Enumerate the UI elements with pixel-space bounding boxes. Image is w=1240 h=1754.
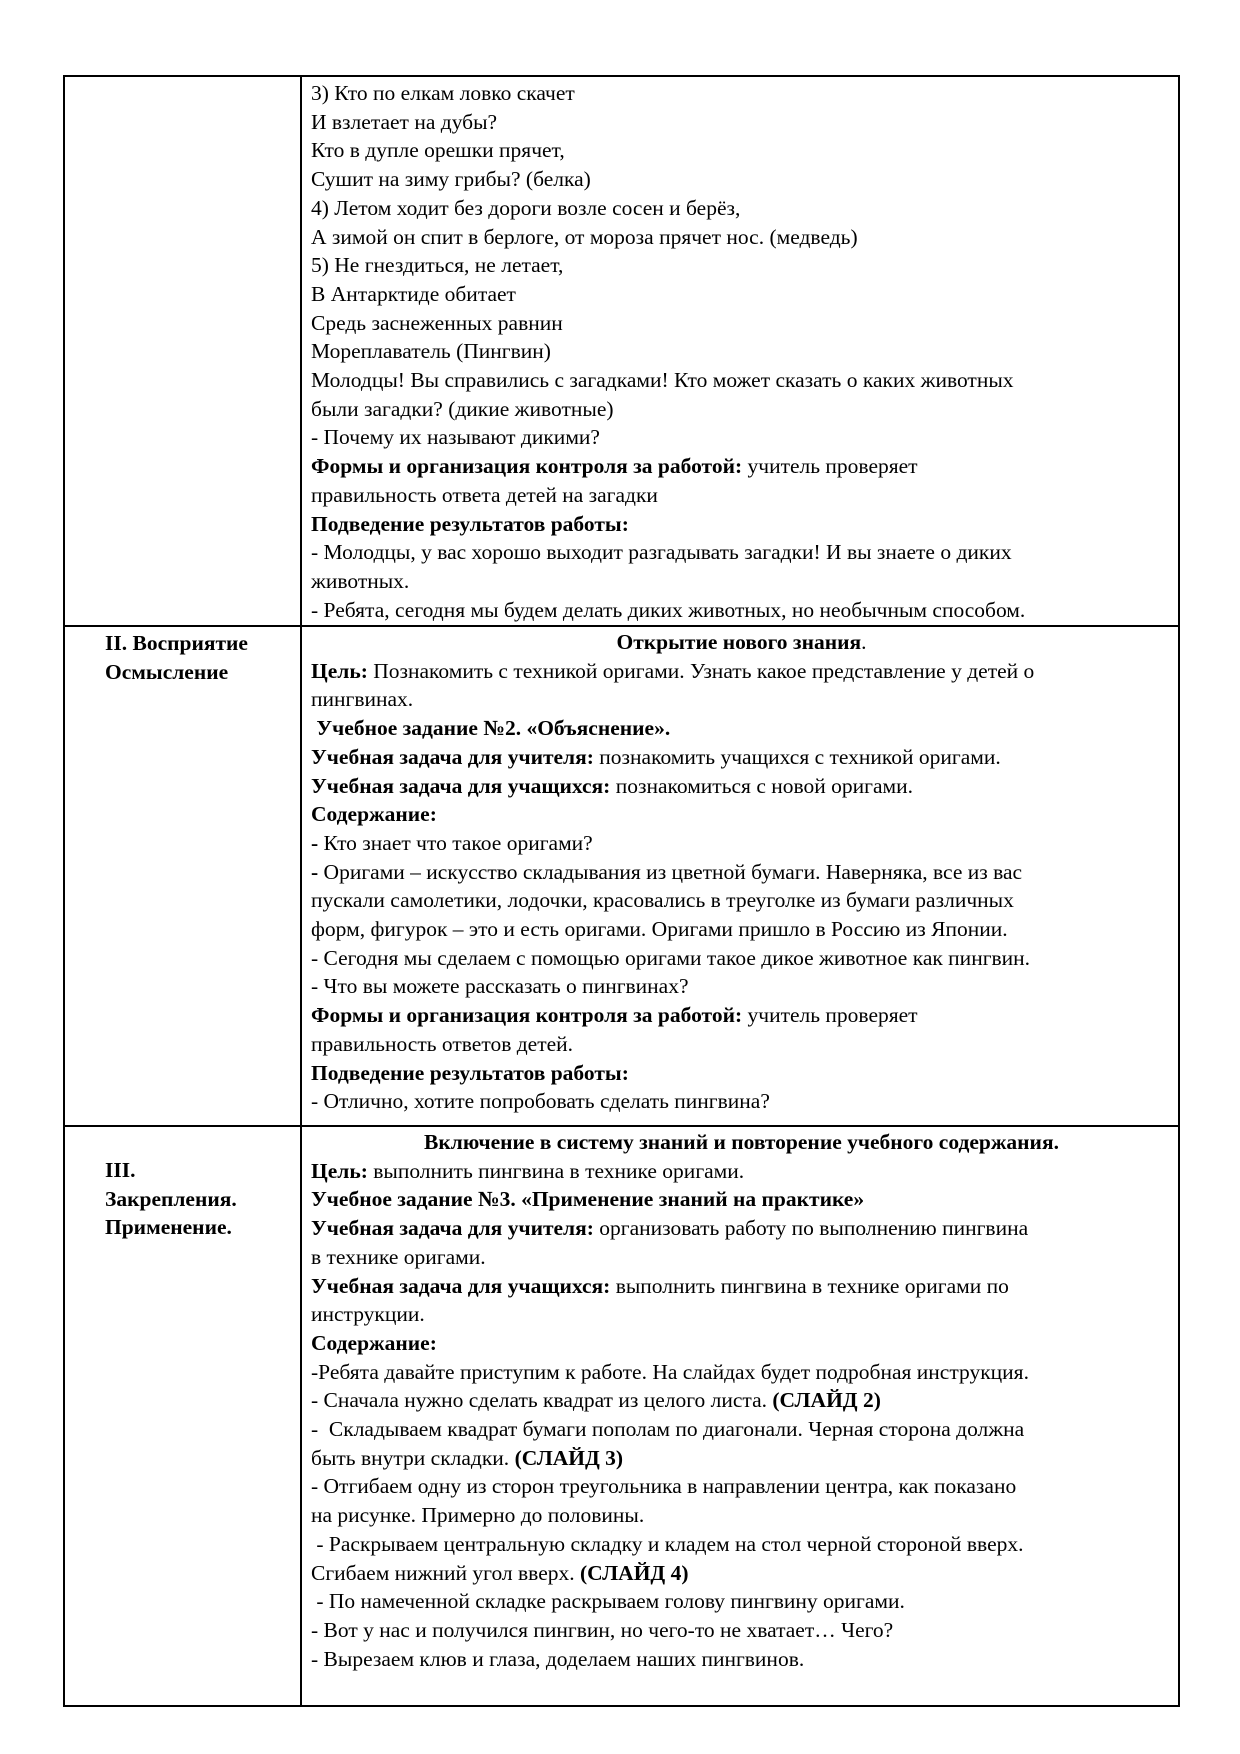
content-line-label: Подведение результатов работы: <box>311 1060 629 1085</box>
content-line <box>311 1386 1172 1415</box>
content-line-text: выполнить пингвина в технике оригами. <box>367 1158 745 1183</box>
content-line-text: познакомиться с новой оригами. <box>610 773 913 798</box>
content-line <box>311 309 1172 338</box>
content-line-text: Познакомить с техникой оригами. Узнать какое представление у детей о <box>367 658 1035 683</box>
content-line-text: познакомить учащихся с техникой оригами. <box>593 744 1001 769</box>
content-line-label: Формы и организация контроля за работой: <box>311 1003 743 1028</box>
content-line-text: пингвинах. <box>311 687 414 712</box>
content-line-text: 5) Не гнездиться, не летает, <box>311 253 564 278</box>
slide-reference: (СЛАЙД 3) <box>514 1445 624 1470</box>
content-cell <box>301 76 1179 626</box>
content-line <box>311 1329 1172 1358</box>
content-line-text: - Сначала нужно сделать квадрат из целого листа. <box>311 1388 773 1413</box>
content-line-text: - Отгибаем одну из сторон треугольника в направлении центра, как показано <box>311 1474 1017 1499</box>
content-line <box>311 1616 1172 1645</box>
content-line-text: Кто знает что такое оригами? <box>318 830 593 855</box>
content-line <box>311 481 1172 510</box>
content-line <box>311 1243 1172 1272</box>
content-line-text: Молодцы! Вы справились с загадками! Кто может сказать о каких животных <box>311 368 1014 393</box>
content-line-text: Средь заснеженных равнин <box>311 310 563 335</box>
content-line <box>311 395 1172 424</box>
content-line-label: Цель: <box>311 1158 368 1183</box>
slide-reference: (СЛАЙД 4) <box>580 1560 689 1585</box>
content-line <box>311 1300 1172 1329</box>
content-line <box>311 280 1172 309</box>
content-line-label: Учебная задача для учащихся: <box>311 1273 611 1298</box>
content-line <box>311 858 1172 887</box>
content-line <box>311 79 1172 108</box>
content-line-label: Учебная задача для учащихся: <box>311 773 611 798</box>
content-line <box>311 1272 1172 1301</box>
content-line <box>311 1501 1172 1530</box>
content-line <box>311 772 1172 801</box>
content-line-label: Формы и организация контроля за работой: <box>311 454 743 479</box>
content-line-text: форм, фигурок – это и есть оригами. Оригами пришло в Россию из Японии. <box>311 917 1008 942</box>
content-line <box>311 1030 1172 1059</box>
table-row-stage-3 <box>64 1126 1179 1706</box>
stage-label-line: III. <box>105 1158 136 1182</box>
stage-cell <box>64 1126 301 1706</box>
content-cell <box>301 626 1179 1126</box>
content-line-text: - Раскрываем центральную складку и кладем на стол черной стороной вверх. <box>311 1531 1024 1556</box>
content-line <box>311 251 1172 280</box>
stage-label-line: Закрепления. <box>105 1186 237 1211</box>
content-line-label: Учебное задание №3. «Применение знаний на практике» <box>311 1187 865 1212</box>
content-line <box>311 567 1172 596</box>
content-line-text: на рисунке. Примерно до половины. <box>311 1503 645 1528</box>
content-line-text: Оригами – искусство складывания из цветной бумаги. Наверняка, все из вас <box>318 859 1023 884</box>
content-line-text: правильность ответа детей на загадки <box>311 482 658 507</box>
content-line-text: -Ребята давайте приступим к работе. На слайдах будет подробная инструкция. <box>311 1359 1029 1384</box>
content-line-text: - Почему их называют дикими? <box>311 425 600 450</box>
content-line <box>311 1059 1172 1088</box>
section-heading-text: Открытие нового знания <box>616 630 862 654</box>
content-line-text: - Складываем квадрат бумаги пополам по диагонали. Черная сторона должна <box>311 1417 1025 1442</box>
content-line <box>311 1530 1172 1559</box>
slide-reference: (СЛАЙД 2) <box>772 1388 881 1413</box>
content-line <box>311 1415 1172 1444</box>
content-line <box>311 1587 1172 1616</box>
content-line <box>311 1087 1172 1116</box>
content-line <box>311 1444 1172 1473</box>
content-line-text: учитель проверяет <box>742 1003 918 1028</box>
content-line-text: организовать работу по выполнению пингвина <box>593 1216 1029 1241</box>
content-line <box>311 596 1172 625</box>
content-line <box>311 1157 1172 1186</box>
stage-label-line: II. Восприятие <box>105 631 248 655</box>
content-line <box>311 1559 1172 1588</box>
content-line <box>311 829 1172 858</box>
content-line-text: - Отлично, хотите попробовать сделать пингвина? <box>311 1089 770 1114</box>
content-line <box>311 538 1172 567</box>
section-heading-tail: . <box>861 630 867 654</box>
content-line <box>311 1185 1172 1214</box>
content-line-text: правильность ответов детей. <box>311 1031 574 1056</box>
content-line-text: пускали самолетики, лодочки, красовались в треуголке из бумаги различных <box>311 888 1014 913</box>
content-line <box>311 337 1172 366</box>
content-line-text: Сушит на зиму грибы? (белка) <box>311 167 591 192</box>
content-line-text: выполнить пингвина в технике оригами по <box>610 1273 1009 1298</box>
content-line-text: - Вырезаем клюв и глаза, доделаем наших пингвинов. <box>311 1646 805 1671</box>
content-line-label: Учебная задача для учителя: <box>311 1216 594 1241</box>
content-line <box>311 194 1172 223</box>
content-line-text: быть внутри складки. <box>311 1445 515 1470</box>
content-line-text: Кто в дупле орешки прячет, <box>311 138 565 163</box>
content-line-text: в технике оригами. <box>311 1244 486 1269</box>
content-line-label: Цель: <box>311 658 368 683</box>
content-line-text: учитель проверяет <box>742 454 918 479</box>
content-line-text: Сгибаем нижний угол вверх. <box>311 1560 581 1585</box>
content-line <box>311 366 1172 395</box>
content-line <box>311 108 1172 137</box>
content-line <box>311 714 1172 743</box>
content-line-label: - <box>311 830 319 855</box>
content-line <box>311 423 1172 452</box>
content-line <box>311 1358 1172 1387</box>
content-line <box>311 944 1172 973</box>
content-line-text: - По намеченной складке раскрываем голову пингвину оригами. <box>311 1589 905 1614</box>
content-line <box>311 1214 1172 1243</box>
content-line-text: А зимой он спит в берлоге, от мороза прячет нос. (медведь) <box>311 224 858 249</box>
section-heading <box>311 628 1172 657</box>
content-line <box>311 1001 1172 1030</box>
content-line-text: - Сегодня мы сделаем с помощью оригами такое дикое животное как пингвин. <box>311 945 1031 970</box>
stage-label-line: Осмысление <box>105 659 229 684</box>
content-line <box>311 972 1172 1001</box>
content-line-label: Учебная задача для учителя: <box>311 744 594 769</box>
content-line-label: - <box>311 859 319 884</box>
content-line <box>311 915 1172 944</box>
content-line-text: инструкции. <box>311 1302 425 1327</box>
content-line-label: Подведение результатов работы: <box>311 511 629 536</box>
stage-label-line: Применение. <box>105 1215 232 1240</box>
content-line <box>311 685 1172 714</box>
lesson-plan-table <box>63 75 1180 1707</box>
content-line-label: Содержание: <box>311 802 437 827</box>
content-line <box>311 223 1172 252</box>
section-heading <box>311 1128 1172 1157</box>
table-row-stage-1-continued <box>64 76 1179 626</box>
content-line-label: Учебное задание №2. «Объяснение». <box>311 716 671 741</box>
stage-cell <box>64 76 301 626</box>
content-line-text: были загадки? (дикие животные) <box>311 396 614 421</box>
content-line-text: В Антарктиде обитает <box>311 281 516 306</box>
content-line <box>311 800 1172 829</box>
content-line-text: И взлетает на дубы? <box>311 109 498 134</box>
content-line-text: - Что вы можете рассказать о пингвинах? <box>311 974 689 999</box>
content-line-text: - Вот у нас и получился пингвин, но чего-то не хватает… Чего? <box>311 1617 894 1642</box>
content-line <box>311 1645 1172 1674</box>
content-line <box>311 165 1172 194</box>
content-line <box>311 510 1172 539</box>
content-line-text: - Молодцы, у вас хорошо выходит разгадывать загадки! И вы знаете о диких <box>311 540 1012 565</box>
content-line-label: Содержание: <box>311 1330 437 1355</box>
content-line <box>311 452 1172 481</box>
content-line-text: Мореплаватель (Пингвин) <box>311 339 551 364</box>
content-line <box>311 886 1172 915</box>
content-line-text: животных. <box>311 568 410 593</box>
stage-cell <box>64 626 301 1126</box>
content-line <box>311 136 1172 165</box>
content-line-text: - Ребята, сегодня мы будем делать диких животных, но необычным способом. <box>311 597 1026 622</box>
content-line <box>311 743 1172 772</box>
table-row-stage-2 <box>64 626 1179 1126</box>
content-line-text: 3) Кто по елкам ловко скачет <box>311 81 575 105</box>
content-cell <box>301 1126 1179 1706</box>
content-line <box>311 657 1172 686</box>
content-line <box>311 1472 1172 1501</box>
section-heading-text: Включение в систему знаний и повторение учебного содержания. <box>424 1130 1059 1154</box>
content-line-text: 4) Летом ходит без дороги возле сосен и берёз, <box>311 195 741 220</box>
